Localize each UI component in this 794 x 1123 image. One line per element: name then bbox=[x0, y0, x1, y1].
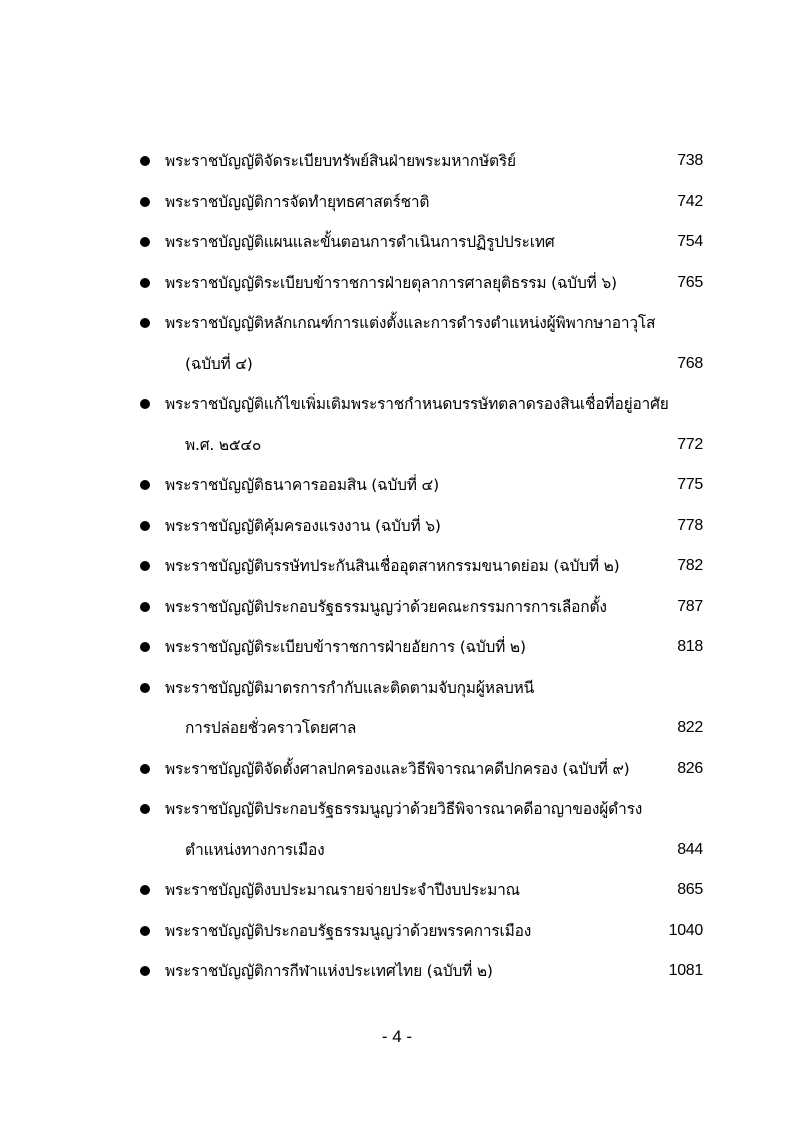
entry-page-number: 826 bbox=[677, 759, 703, 777]
entry-page-number: 742 bbox=[677, 192, 703, 210]
entry-page-number: 844 bbox=[677, 840, 703, 858]
entry-page-number: 865 bbox=[677, 881, 703, 898]
toc-entry bbox=[137, 187, 703, 228]
bullet-icon bbox=[140, 602, 150, 612]
entry-page-number: 787 bbox=[677, 597, 703, 615]
toc-entry bbox=[137, 673, 703, 754]
entry-title-continuation: การปล่อยชั่วคราวโดยศาล bbox=[185, 719, 357, 737]
toc-entry bbox=[137, 754, 703, 795]
toc-entry bbox=[137, 308, 703, 389]
entry-page-number: 778 bbox=[677, 516, 703, 534]
entry-title: พระราชบัญญัติการจัดทำยุทธศาสตร์ชาติ bbox=[165, 192, 430, 211]
toc-entry bbox=[137, 592, 703, 633]
bullet-icon bbox=[140, 642, 150, 652]
bullet-icon bbox=[140, 926, 150, 936]
bullet-icon bbox=[140, 683, 150, 693]
entry-title: พระราชบัญญัติแผนและขั้นตอนการดำเนินการปฏิรูปประเทศ bbox=[165, 233, 555, 251]
bullet-icon bbox=[140, 197, 150, 207]
entry-title: พระราชบัญญัติระเบียบข้าราชการฝ่ายอัยการ (ฉบับที่ ๒) bbox=[165, 638, 526, 656]
bullet-icon bbox=[140, 156, 150, 166]
entry-title: พระราชบัญญัติบรรษัทประกันสินเชื่ออุตสาหกรรมขนาดย่อม (ฉบับที่ ๒) bbox=[165, 557, 620, 575]
toc-entry bbox=[137, 227, 703, 268]
entry-title: พระราชบัญญัติมาตรการกำกับและติดตามจับกุมผู้หลบหนี bbox=[165, 678, 535, 697]
bullet-icon bbox=[140, 764, 150, 774]
entry-page-number: 765 bbox=[677, 273, 703, 291]
entry-title: พระราชบัญญัติงบประมาณรายจ่ายประจำปีงบประมาณ bbox=[165, 881, 520, 899]
entry-title: พระราชบัญญัติจัดระเบียบทรัพย์สินฝ่ายพระมหากษัตริย์ bbox=[165, 152, 516, 170]
toc-entry bbox=[137, 632, 703, 673]
toc-entry bbox=[137, 268, 703, 309]
bullet-icon bbox=[140, 561, 150, 571]
toc-entry bbox=[137, 956, 703, 997]
entry-title: พระราชบัญญัติการกีฬาแห่งประเทศไทย (ฉบับที่ ๒) bbox=[165, 962, 493, 980]
entry-title: พระราชบัญญัติหลักเกณฑ์การแต่งตั้งและการดำรงตำแหน่งผู้พิพากษาอาวุโส bbox=[165, 314, 656, 332]
entry-title: พระราชบัญญัติระเบียบข้าราชการฝ่ายตุลาการศาลยุติธรรม (ฉบับที่ ๖) bbox=[165, 273, 617, 292]
bullet-icon bbox=[140, 237, 150, 247]
entry-page-number: 1081 bbox=[668, 962, 703, 979]
entry-page-number: 768 bbox=[677, 354, 703, 372]
entry-page-number: 822 bbox=[677, 719, 703, 736]
toc-entry bbox=[137, 875, 703, 916]
toc-entry bbox=[137, 389, 703, 470]
toc-entry bbox=[137, 470, 703, 511]
entry-page-number: 782 bbox=[677, 557, 703, 574]
entry-title: พระราชบัญญัติจัดตั้งศาลปกครองและวิธีพิจารณาคดีปกครอง (ฉบับที่ ๙) bbox=[165, 759, 630, 778]
bullet-icon bbox=[140, 521, 150, 531]
bullet-icon bbox=[140, 278, 150, 288]
bullet-icon bbox=[140, 966, 150, 976]
bullet-icon bbox=[140, 318, 150, 328]
entry-title: พระราชบัญญัติแก้ไขเพิ่มเติมพระราชกำหนดบรรษัทตลาดรองสินเชื่อที่อยู่อาศัย bbox=[165, 395, 669, 413]
entry-page-number: 818 bbox=[677, 638, 703, 655]
bullet-icon bbox=[140, 804, 150, 814]
bullet-icon bbox=[140, 399, 150, 409]
toc-entry bbox=[137, 511, 703, 552]
entry-page-number: 754 bbox=[677, 233, 703, 250]
entry-title-continuation: (ฉบับที่ ๔) bbox=[185, 354, 253, 373]
bullet-icon bbox=[140, 480, 150, 490]
table-of-contents bbox=[137, 146, 703, 997]
entry-title: พระราชบัญญัติคุ้มครองแรงงาน (ฉบับที่ ๖) bbox=[165, 516, 441, 535]
bullet-icon bbox=[140, 885, 150, 895]
entry-title-continuation: ตำแหน่งทางการเมือง bbox=[185, 840, 325, 859]
entry-title-continuation: พ.ศ. ๒๕๔๐ bbox=[185, 435, 262, 454]
entry-title: พระราชบัญญัติประกอบรัฐธรรมนูญว่าด้วยวิธีพิจารณาคดีอาญาของผู้ดำรง bbox=[165, 800, 643, 818]
entry-title: พระราชบัญญัติธนาคารออมสิน (ฉบับที่ ๔) bbox=[165, 476, 439, 494]
entry-page-number: 772 bbox=[677, 435, 703, 453]
entry-title: พระราชบัญญัติประกอบรัฐธรรมนูญว่าด้วยพรรคการเมือง bbox=[165, 921, 532, 940]
entry-page-number: 775 bbox=[677, 476, 703, 493]
toc-entry bbox=[137, 551, 703, 592]
toc-entry bbox=[137, 794, 703, 875]
entry-page-number: 1040 bbox=[668, 921, 703, 939]
entry-page-number: 738 bbox=[677, 152, 703, 169]
toc-entry bbox=[137, 146, 703, 187]
page-number-footer: - 4 - bbox=[381, 1027, 413, 1046]
toc-entry bbox=[137, 916, 703, 957]
entry-title: พระราชบัญญัติประกอบรัฐธรรมนูญว่าด้วยคณะกรรมการการเลือกตั้ง bbox=[165, 597, 607, 616]
